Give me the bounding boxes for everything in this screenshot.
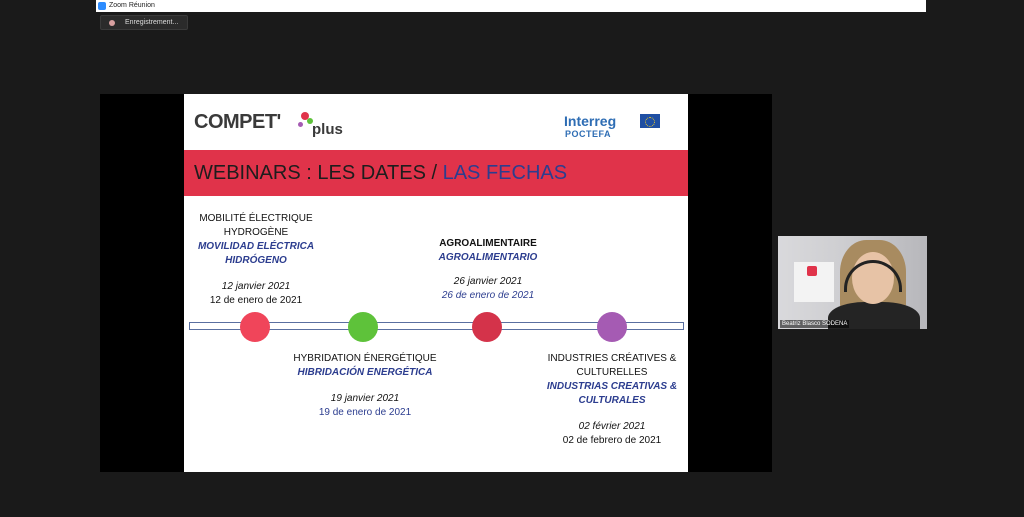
record-icon	[109, 20, 115, 26]
webinar-title-es: INDUSTRIAS CREATIVAS &	[546, 381, 678, 392]
webinar-date-fr: 26 janvier 2021	[453, 276, 523, 287]
interreg-label: Interreg	[564, 113, 617, 129]
interreg-logo	[564, 113, 674, 143]
window-title: Zoom Réunion	[109, 2, 155, 9]
recording-label: Enregistrement...	[125, 19, 179, 26]
webinar-date-es: 12 de enero de 2021	[209, 295, 303, 306]
logo-name: COMPET'	[194, 111, 281, 133]
webinar-date-fr: 02 février 2021	[578, 421, 646, 432]
background-poster	[794, 262, 834, 302]
timeline-dot-4	[597, 312, 627, 342]
recording-indicator[interactable]	[100, 15, 188, 30]
title-es: LAS FECHAS	[442, 162, 568, 184]
slide-title	[194, 162, 567, 185]
webinar-title-es: AGROALIMENTARIO	[438, 252, 538, 263]
participant-name: Beatriz Blasco SODENA	[782, 321, 848, 327]
webinar-block-2	[280, 352, 450, 420]
webinar-title-fr: HYDROGÈNE	[223, 227, 289, 238]
webinar-title-fr: HYBRIDATION ÉNERGÉTIQUE	[293, 353, 437, 364]
eu-flag-icon	[640, 114, 660, 128]
title-banner	[184, 150, 688, 196]
webinar-block-4	[536, 352, 688, 448]
webinar-title-es: HIDRÓGENO	[225, 255, 287, 266]
webinar-date-fr: 12 janvier 2021	[221, 281, 291, 292]
webinar-date-es: 02 de febrero de 2021	[562, 435, 662, 446]
webinar-block-1	[186, 212, 326, 308]
webinar-title-es: HIBRIDACIÓN ENERGÉTICA	[297, 367, 433, 378]
logo-plus: plus	[312, 121, 343, 138]
webinar-date-fr: 19 janvier 2021	[330, 393, 400, 404]
webinar-title-fr: MOBILITÉ ÉLECTRIQUE	[199, 213, 313, 224]
webinar-date-es: 26 de enero de 2021	[441, 290, 535, 301]
webinar-date-es: 19 de enero de 2021	[318, 407, 412, 418]
competplus-logo	[194, 111, 354, 141]
webinar-title-es: CULTURALES	[578, 395, 646, 406]
webinar-title-es: MOVILIDAD ELÉCTRICA	[197, 241, 315, 252]
participant-video[interactable]	[778, 236, 927, 329]
poctefa-label: POCTEFA	[565, 129, 612, 139]
webinar-title-fr: CULTURELLES	[576, 367, 648, 378]
presentation-slide	[184, 94, 688, 472]
webinar-title-fr: AGROALIMENTAIRE	[439, 238, 537, 249]
webinar-title-fr: INDUSTRIES CRÉATIVES &	[547, 353, 677, 364]
timeline-dot-2	[348, 312, 378, 342]
timeline-dot-1	[240, 312, 270, 342]
zoom-icon	[98, 2, 106, 10]
window-titlebar	[96, 0, 926, 12]
webinar-block-3	[412, 237, 564, 303]
title-fr: WEBINARS : LES DATES /	[194, 162, 443, 184]
timeline-dot-3	[472, 312, 502, 342]
